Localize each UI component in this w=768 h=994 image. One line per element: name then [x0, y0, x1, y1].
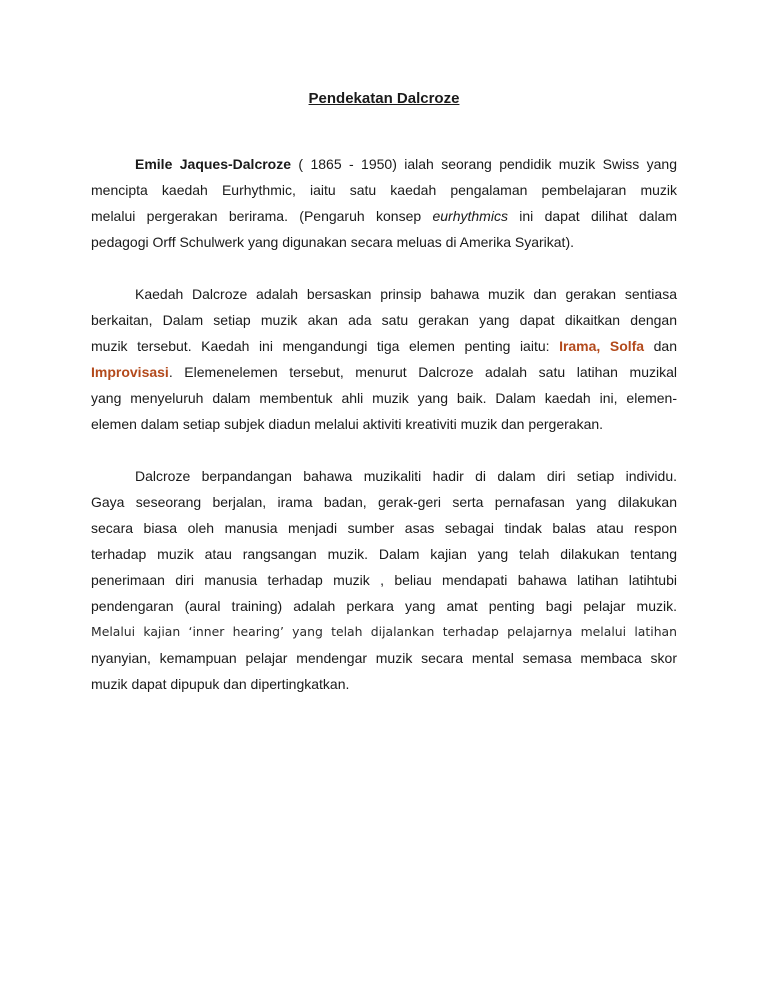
p2-line-3-post: dan [644, 338, 677, 354]
p2-line-3 [91, 338, 677, 354]
p2-line-5: yang menyeluruh dalam membentuk ahli muzik yang baik. Dalam kaedah ini, elemen- [91, 390, 677, 406]
p3-line-5: penerimaan diri manusia terhadap muzik , beliau mendapati bahawa latihan latihtubi [91, 572, 677, 588]
p1-line-1 [135, 156, 677, 172]
p3-line-2: Gaya seseorang berjalan, irama badan, gerak-geri serta pernafasan yang dilakukan [91, 494, 677, 510]
p3-line-7: Melalui kajian ‘inner hearing’ yang telah dijalankan terhadap pelajarnya melalui latihan [91, 624, 677, 639]
p3-line-8: nyanyian, kemampuan pelajar mendengar muzik secara mental semasa membaca skor [91, 650, 677, 666]
p1-line-1-text: ( 1865 - 1950) ialah seorang pendidik muzik Swiss yang [291, 156, 677, 172]
p2-line-2: berkaitan, Dalam setiap muzik akan ada satu gerakan yang dapat dikaitkan dengan [91, 312, 677, 328]
p2-line-6: elemen dalam setiap subjek diadun melalui aktiviti kreativiti muzik dan pergerakan. [91, 416, 604, 432]
p3-line-3: secara biasa oleh manusia menjadi sumber asas sebagai tindak balas atau respon [91, 520, 677, 536]
person-name: Emile Jaques-Dalcroze [135, 156, 292, 172]
p1-line-3 [91, 208, 677, 224]
p3-line-1: Dalcroze berpandangan bahawa muzikaliti hadir di dalam diri setiap individu. [135, 468, 677, 484]
p2-line-4-post: . Elemenelemen tersebut, menurut Dalcroze adalah satu latihan muzikal [168, 364, 677, 380]
p1-line-3-post: ini dapat dilihat dalam [507, 208, 677, 224]
p1-line-2: mencipta kaedah Eurhythmic, iaitu satu kaedah pengalaman pembelajaran muzik [91, 182, 677, 198]
p2-line-1: Kaedah Dalcroze adalah bersaskan prinsip bahawa muzik dan gerakan sentiasa [135, 286, 677, 302]
highlight-improvisasi: Improvisasi [91, 364, 169, 380]
p1-line-4: pedagogi Orff Schulwerk yang digunakan secara meluas di Amerika Syarikat). [91, 234, 574, 250]
p1-line-3-pre: melalui pergerakan berirama. (Pengaruh konsep [91, 208, 433, 224]
page-title: Pendekatan Dalcroze [308, 90, 460, 107]
highlight-irama-solfa: Irama, Solfa [559, 338, 645, 354]
p2-line-4 [91, 364, 677, 380]
eurhythmics-term: eurhythmics [432, 208, 508, 224]
p2-line-3-pre: muzik tersebut. Kaedah ini mengandungi tiga elemen penting iaitu: [91, 338, 560, 354]
p3-line-9: muzik dapat dipupuk dan dipertingkatkan. [91, 676, 350, 692]
p3-line-4: terhadap muzik atau rangsangan muzik. Dalam kajian yang telah dilakukan tentang [91, 546, 677, 562]
p3-line-6: pendengaran (aural training) adalah perkara yang amat penting bagi pelajar muzik. [91, 598, 677, 614]
